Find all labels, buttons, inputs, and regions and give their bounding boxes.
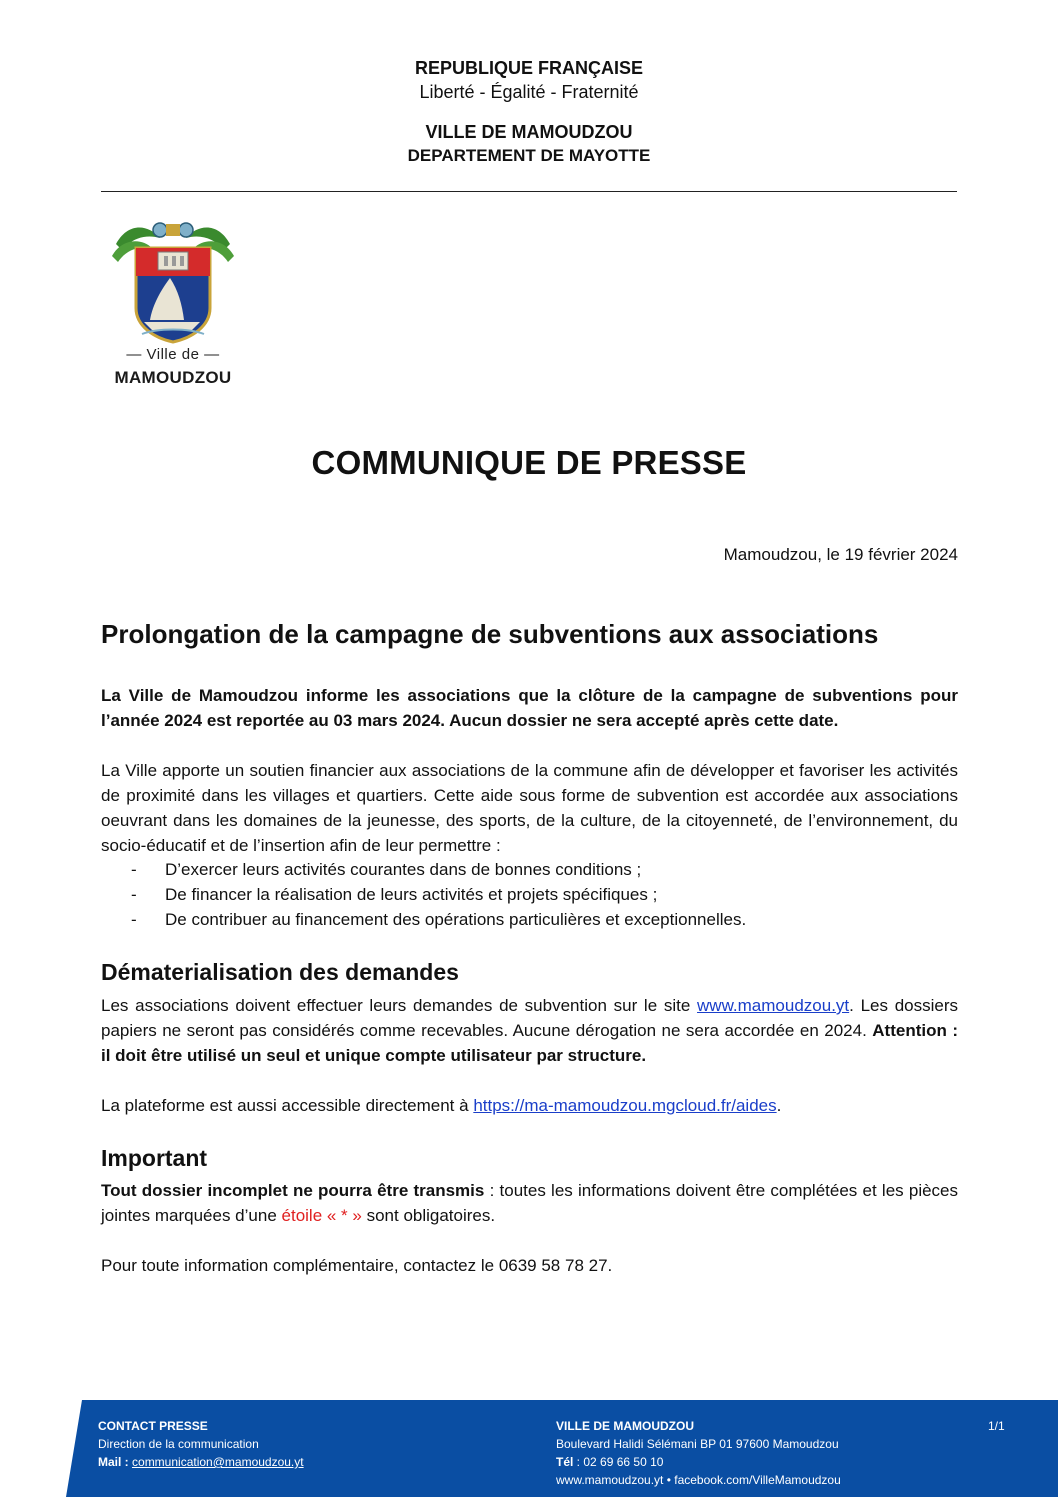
- press-date: Mamoudzou, le 19 février 2024: [723, 545, 958, 564]
- important-text-end: sont obligatoires.: [361, 1206, 496, 1225]
- website-link[interactable]: www.mamoudzou.yt: [697, 996, 850, 1015]
- footer-address: Boulevard Halidi Sélémani BP 01 97600 Mamoudzou: [556, 1437, 839, 1451]
- required-star-note: étoile « * »: [281, 1206, 362, 1225]
- dematerialisation-paragraph: [101, 993, 958, 1068]
- bullet-dash: -: [131, 910, 137, 929]
- footer-contact: [98, 1417, 304, 1471]
- list-item-text: D’exercer leurs activités courantes dans de bonnes conditions ;: [165, 860, 642, 879]
- platform-end: .: [776, 1096, 782, 1115]
- bullet-dash: -: [131, 860, 137, 879]
- important-bold: Tout dossier incomplet ne pourra être transmis: [101, 1181, 485, 1200]
- intro-paragraph: La Ville de Mamoudzou informe les associations que la clôture de la campagne de subventions pour l’année 2024 est reportée au 03 mars 2024. Aucun dossier ne sera accepté après cette date.: [101, 686, 958, 730]
- footer-contact-dept: Direction de la communication: [98, 1437, 259, 1451]
- contact-paragraph: Pour toute information complémentaire, contactez le 0639 58 78 27.: [101, 1256, 613, 1275]
- footer-mail-link[interactable]: communication@mamoudzou.yt: [132, 1455, 304, 1469]
- list-item: [101, 882, 958, 907]
- city-logo: [108, 216, 238, 391]
- footer-mail-row: [98, 1453, 304, 1471]
- footer-tel: : 02 69 66 50 10: [573, 1455, 664, 1469]
- body-paragraph: La Ville apporte un soutien financier aux associations de la commune afin de développer et favoriser les activités de proximité dans les villages et quartiers. Cette aide sous forme de subvention est accordée aux associations oeuvrant dans les domaines de la jeunesse, des sports, de la culture, de la citoyenneté, de l’environnement, du socio-éducatif et de l’insertion afin de leur permettre :: [101, 761, 958, 855]
- press-subtitle: Prolongation de la campagne de subventions aux associations: [101, 619, 879, 649]
- section-heading-important: Important: [101, 1145, 208, 1171]
- logo-title: MAMOUDZOU: [114, 368, 232, 387]
- attention-note: Attention : il doit être utilisé un seul et unique compte utilisateur par structure.: [101, 1021, 958, 1065]
- page-title: COMMUNIQUE DE PRESSE: [311, 444, 747, 481]
- republic-motto: Liberté - Égalité - Fraternité: [419, 82, 639, 102]
- header: [0, 56, 1058, 104]
- list-item-text: De financer la réalisation de leurs activités et projets spécifiques ;: [165, 885, 658, 904]
- footer-tel-row: [556, 1453, 841, 1471]
- coat-of-arms-icon: [108, 216, 238, 346]
- footer-tel-label: Tél: [556, 1455, 574, 1469]
- list-item: [101, 857, 958, 882]
- important-paragraph: [101, 1178, 958, 1228]
- footer-mail-label: Mail :: [98, 1455, 133, 1469]
- important-text: : toutes les informations doivent être complétées et les pièces jointes marquées d’une: [101, 1181, 959, 1225]
- footer: [0, 1400, 1058, 1497]
- bullet-list: [101, 857, 958, 932]
- section-heading-dematerialisation: Dématerialisation des demandes: [101, 959, 459, 985]
- platform-text: La plateforme est aussi accessible directement à: [101, 1096, 474, 1115]
- footer-city-title: VILLE DE MAMOUDZOU: [556, 1419, 694, 1433]
- dematerialisation-text-2: . Les dossiers papiers ne seront pas considérés comme recevables. Aucune dérogation ne sera accordée en 2024.: [101, 996, 958, 1040]
- platform-paragraph: [101, 1093, 958, 1118]
- footer-page-number: 1/1: [988, 1419, 1005, 1433]
- bullet-dash: -: [131, 885, 137, 904]
- list-item: [101, 907, 958, 932]
- footer-contact-title: CONTACT PRESSE: [98, 1419, 208, 1433]
- logo-subtitle: — Ville de —: [126, 346, 220, 363]
- list-item-text: De contribuer au financement des opérations particulières et exceptionnelles.: [165, 910, 747, 929]
- footer-web: www.mamoudzou.yt • facebook.com/VilleMamoudzou: [556, 1473, 841, 1487]
- city-header: [0, 120, 1058, 168]
- department-name: DEPARTEMENT DE MAYOTTE: [407, 146, 651, 165]
- header-divider: [101, 191, 957, 192]
- city-name: VILLE DE MAMOUDZOU: [425, 122, 633, 142]
- footer-city: [556, 1417, 841, 1489]
- republic-heading: REPUBLIQUE FRANÇAISE: [414, 58, 643, 78]
- platform-link[interactable]: https://ma-mamoudzou.mgcloud.fr/aides: [473, 1096, 777, 1115]
- dematerialisation-text: Les associations doivent effectuer leurs demandes de subvention sur le site: [101, 996, 698, 1015]
